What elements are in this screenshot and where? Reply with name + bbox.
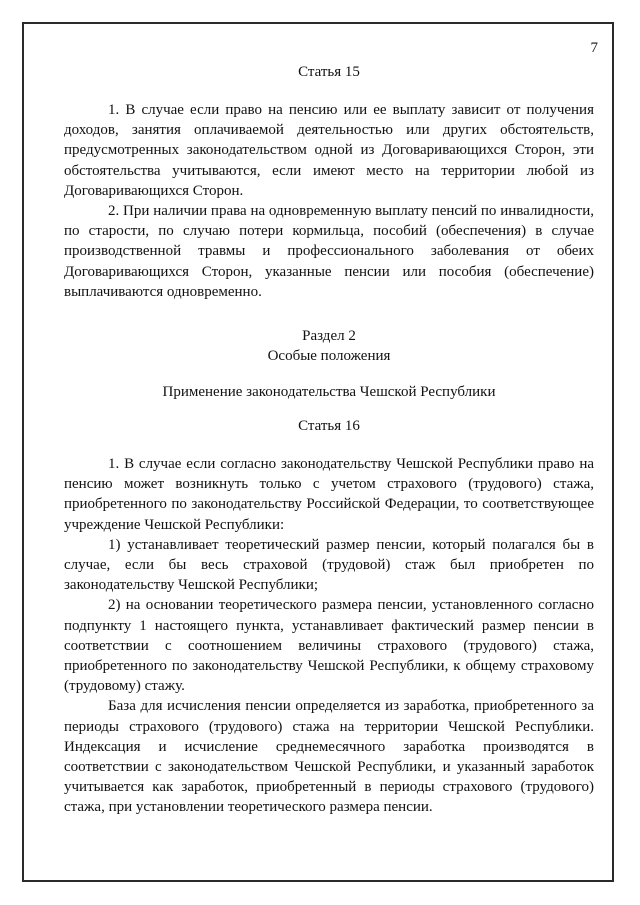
section-2-subtitle: Особые положения	[267, 348, 391, 365]
article-15-title: Статья 15	[298, 64, 360, 80]
article-16-paragraph-1: 1. В случае если согласно законодательству Чешской Республики право на пенсию может возникнуть только с учетом страхового (трудового) стажа, приобретенного по законодательству Российской Федерации, то соответствующее учреждение Чешской Республики:	[64, 456, 594, 533]
document-body	[64, 62, 594, 818]
section-2-title: Раздел 2	[302, 328, 356, 345]
section-2-heading: Применение законодательства Чешской Республики	[162, 384, 496, 401]
article-15-paragraph-2: 2. При наличии права на одновременную выплату пенсий по инвалидности, по старости, по случаю потери кормильца, пособий (обеспечения) в случае производственной травмы и профессионального заболевания от обеих Договаривающихся Сторон, указанные пенсии или пособия (обеспечение) выплачиваются одновременно.	[64, 203, 594, 300]
article-16-title: Статья 16	[298, 418, 360, 435]
article-15-paragraph-1: 1. В случае если право на пенсию или ее выплату зависит от получения доходов, занятия оплачиваемой деятельностью или других обстоятельств, предусмотренных законодательством одной из Договаривающихся Сторон, эти обстоятельства учитываются, если имеют место на территории любой из Договаривающихся Сторон.	[64, 102, 594, 199]
page-number: 7	[590, 40, 598, 56]
article-16-item-1: 1) устанавливает теоретический размер пенсии, который полагался бы в случае, если бы весь страховой (трудовой) стаж был приобретен по законодательству Чешской Республики;	[64, 536, 594, 594]
article-16-paragraph-base: База для исчисления пенсии определяется из заработка, приобретенного за периоды страхового (трудового) стажа на территории Чешской Республики. Индексация и исчисление среднемесячного заработка производятся в соответствии с законодательством Чешской Республики, и указанный заработок учитывается как заработок, приобретенный в периоды страхового (трудового) стажа, при установлении теоретического размера пенсии.	[64, 698, 594, 816]
article-16-item-2: 2) на основании теоретического размера пенсии, установленного согласно подпункту 1 настоящего пункта, устанавливает фактический размер пенсии в соответствии с соотношением величины страхового (трудового) стажа, приобретенного по законодательству Чешской Республики, к общему страховому (трудовому) стажу.	[64, 597, 594, 695]
